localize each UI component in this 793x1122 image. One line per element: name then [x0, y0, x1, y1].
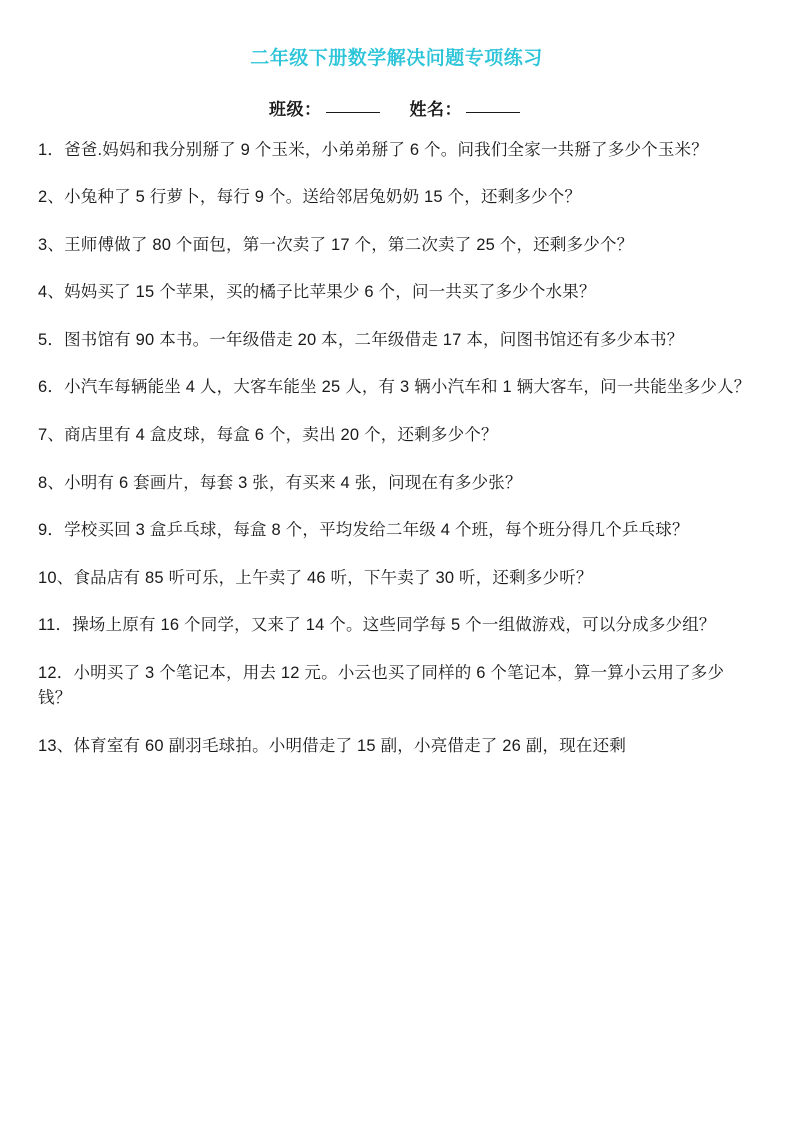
problem-item: 7、商店里有 4 盒皮球，每盒 6 个，卖出 20 个，还剩多少个？	[38, 425, 498, 444]
class-label: 班级：	[269, 99, 322, 119]
problem-item: 12．小明买了 3 个笔记本，用去 12 元。小云也买了同样的 6 个笔记本，算一算小云用了多少钱？	[38, 663, 725, 708]
problem-item: 11．操场上原有 16 个同学，又来了 14 个。这些同学每 5 个一组做游戏，可以分成多少组？	[38, 616, 716, 635]
problem-item: 13、体育室有 60 副羽毛球拍。小明借走了 15 副，小亮借走了 26 副，现在还剩	[38, 736, 627, 755]
problem-item: 3、王师傅做了 80 个面包，第一次卖了 17 个，第二次卖了 25 个，还剩多少个？	[38, 235, 634, 254]
problem-item: 1．爸爸.妈妈和我分别掰了 9 个玉米，小弟弟掰了 6 个。问我们全家一共掰了多少个玉米？	[38, 140, 708, 159]
problem-item: 5．图书馆有 90 本书。一年级借走 20 本，二年级借走 17 本，问图书馆还有多少本书？	[38, 330, 684, 349]
name-label: 姓名：	[409, 99, 462, 119]
problem-list	[38, 138, 755, 760]
name-blank-line[interactable]	[466, 112, 520, 113]
problem-item: 2、小兔种了 5 行萝卜，每行 9 个。送给邻居兔奶奶 15 个，还剩多少个？	[38, 188, 582, 207]
class-blank-line[interactable]	[326, 112, 380, 113]
problem-item: 6．小汽车每辆能坐 4 人，大客车能坐 25 人，有 3 辆小汽车和 1 辆大客车，问一共能坐多少人？	[38, 378, 751, 397]
problem-item: 8、小明有 6 套画片，每套 3 张，有买来 4 张，问现在有多少张？	[38, 473, 522, 492]
student-info-row	[38, 95, 755, 120]
page-title: 二年级下册数学解决问题专项练习	[250, 48, 543, 69]
problem-item: 10、食品店有 85 听可乐，上午卖了 46 听，下午卖了 30 听，还剩多少听？	[38, 568, 593, 587]
problem-item: 4、妈妈买了 15 个苹果，买的橘子比苹果少 6 个，问一共买了多少个水果？	[38, 283, 596, 302]
problem-item: 9．学校买回 3 盒乒乓球，每盒 8 个，平均发给二年级 4 个班，每个班分得几个乒乓球？	[38, 521, 689, 540]
